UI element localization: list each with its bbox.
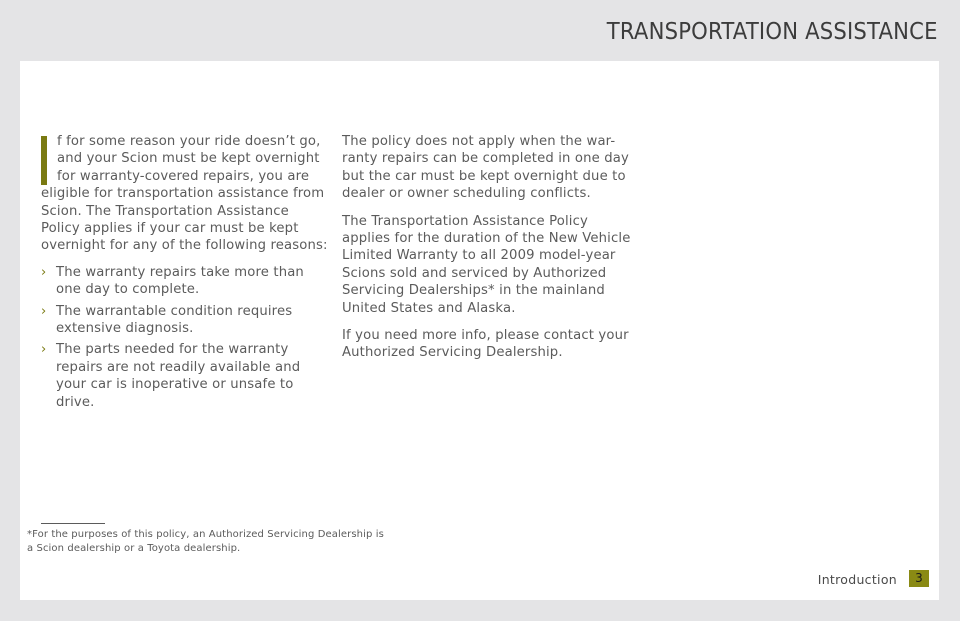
list-item-text: The parts needed for the warranty repairs are not readily available and your car is inoperative or unsafe to drive. bbox=[56, 342, 301, 410]
chevron-right-icon: › bbox=[41, 303, 47, 319]
list-item-text: The warrantable condition requires extensive diagnosis. bbox=[56, 303, 293, 337]
contact-paragraph: If you need more info, please contact your Authorized Servicing Dealership. bbox=[342, 328, 629, 361]
list-item bbox=[41, 264, 328, 299]
footer-section-label: Introduction bbox=[817, 572, 897, 587]
page-number-badge: 3 bbox=[909, 570, 929, 587]
intro-paragraph: f for some reason your ride doesn’t go, and your Scion must be kept overnight for warranty-covered repairs, you are eligible for transportation assistance from Scion. The Transportation Assistance Policy applies if your car must be kept overnight for any of the following reasons: bbox=[41, 134, 328, 254]
reasons-list bbox=[41, 264, 328, 411]
page-header-title: TRANSPORTATION ASSISTANCE bbox=[607, 19, 938, 45]
drop-cap-bar bbox=[41, 136, 47, 185]
footnote-marker: * bbox=[27, 529, 33, 540]
footnote-divider bbox=[41, 523, 105, 524]
chevron-right-icon: › bbox=[41, 342, 47, 358]
policy-exclusion-paragraph: The policy does not apply when the war-ranty repairs can be completed in one day but the car must be kept overnight due to dealer or owner scheduling conflicts. bbox=[342, 134, 629, 202]
policy-duration-paragraph: The Transportation Assistance Policy applies for the duration of the New Vehicle Limited Warranty to all 2009 model-year Scions sold and serviced by Authorized Servicing Dealerships* in the mainland United States and Alaska. bbox=[342, 213, 631, 316]
footnote bbox=[27, 528, 387, 556]
right-column bbox=[342, 133, 632, 362]
list-item bbox=[41, 303, 328, 338]
page-content bbox=[20, 61, 939, 600]
chevron-right-icon: › bbox=[41, 264, 47, 280]
left-column bbox=[41, 133, 328, 415]
footnote-text: For the purposes of this policy, an Authorized Servicing Dealership is a Scion dealership or a Toyota dealership. bbox=[27, 529, 384, 554]
list-item-text: The warranty repairs take more than one day to complete. bbox=[56, 264, 304, 298]
list-item bbox=[41, 341, 328, 411]
intro-paragraph-wrap bbox=[41, 133, 328, 255]
